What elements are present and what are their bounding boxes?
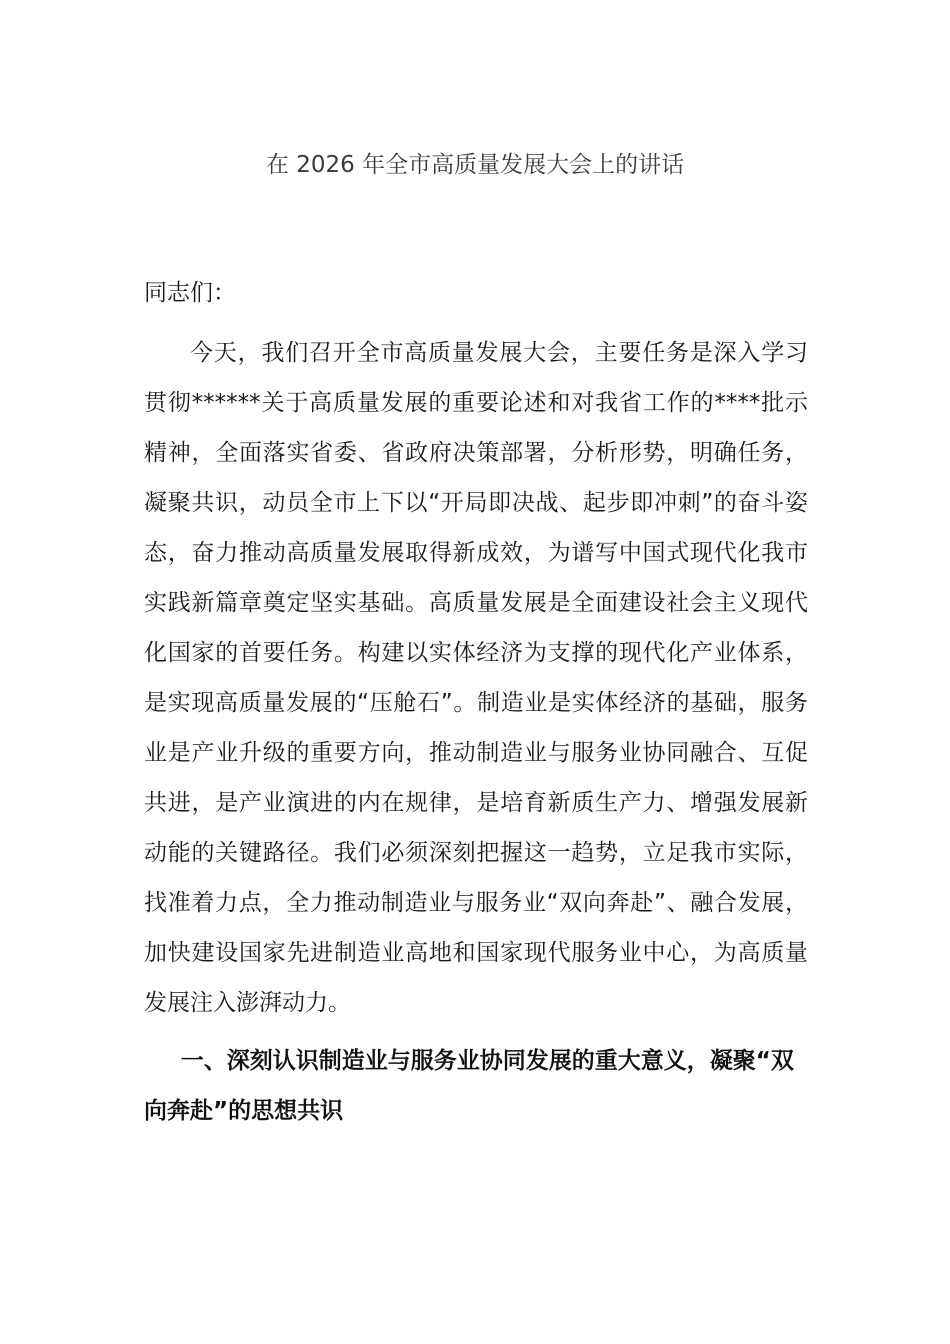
document-body xyxy=(144,268,808,1136)
section-heading: 一、深刻认识制造业与服务业协同发展的重大意义，凝聚“双向奔赴”的思想共识 xyxy=(144,1048,794,1124)
document-title: 在 2026 年全市高质量发展大会上的讲话 xyxy=(265,152,685,178)
greeting: 同志们： xyxy=(144,280,236,306)
body-paragraph: 今天，我们召开全市高质量发展大会，主要任务是深入学习贯彻******关于高质量发展的重要论述和对我省工作的****批示精神，全面落实省委、省政府决策部署，分析形势，明确任务，凝聚共识，动员全市上下以“开局即决战、起步即冲刺”的奋斗姿态，奋力推动高质量发展取得新成效，为谱写中国式现代化我市实践新篇章奠定坚实基础。高质量发展是全面建设社会主义现代化国家的首要任务。构建以实体经济为支撑的现代化产业体系，是实现高质量发展的“压舱石”。制造业是实体经济的基础，服务业是产业升级的重要方向，推动制造业与服务业协同融合、互促共进，是产业演进的内在规律，是培育新质生产力、增强发展新动能的关键路径。我们必须深刻把握这一趋势，立足我市实际，找准着力点，全力推动制造业与服务业“双向奔赴”、融合发展，加快建设国家先进制造业高地和国家现代服务业中心，为高质量发展注入澎湃动力。 xyxy=(144,340,808,1016)
